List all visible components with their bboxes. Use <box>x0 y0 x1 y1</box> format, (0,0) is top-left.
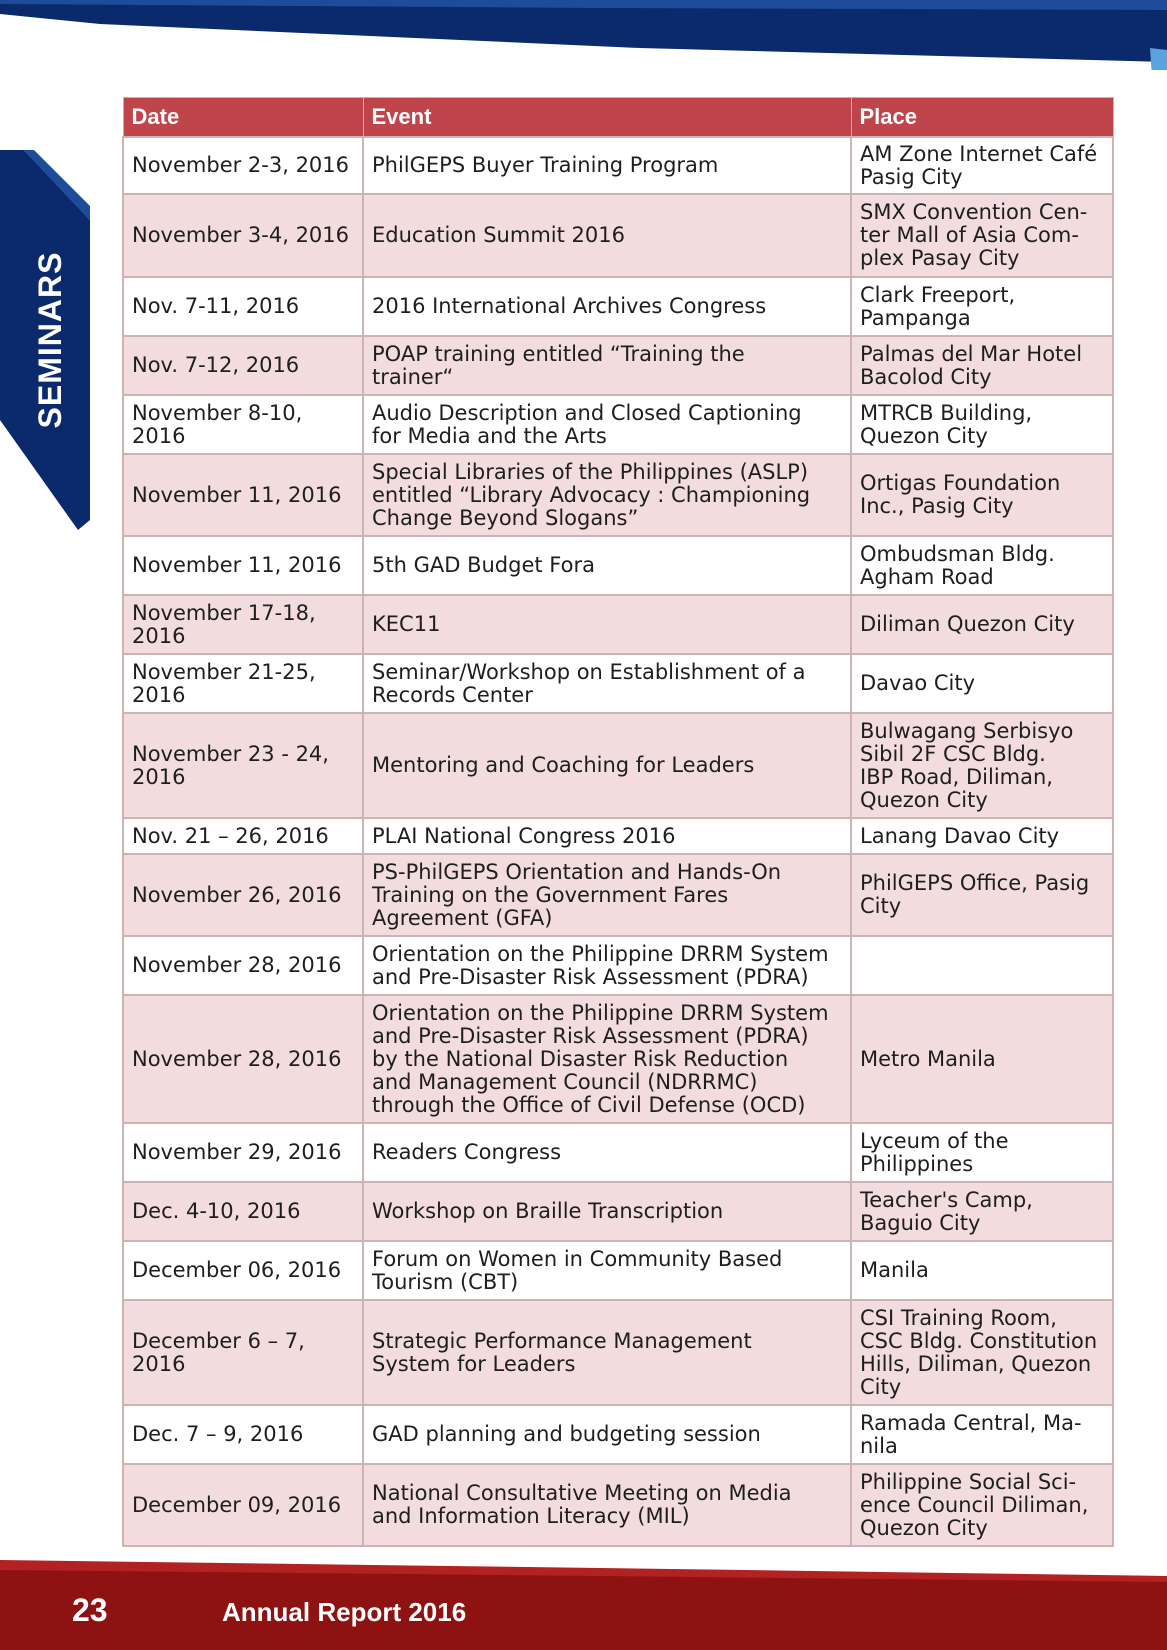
table-row <box>123 936 1113 995</box>
cell-event: Orientation on the Philippine DRRM System and Pre-Disaster Risk Assessment (PDRA) <box>363 936 851 995</box>
cell-event: Audio Description and Closed Captioning for Media and the Arts <box>363 395 851 454</box>
cell-event: National Consultative Meeting on Media and Information Literacy (MIL) <box>363 1464 851 1546</box>
cell-event: PhilGEPS Buyer Training Program <box>363 137 851 194</box>
cell-event: KEC11 <box>363 595 851 654</box>
cell-event: 2016 International Archives Congress <box>363 277 851 336</box>
cell-date: November 28, 2016 <box>123 936 363 995</box>
table-row <box>123 194 1113 277</box>
cell-date: November 2-3, 2016 <box>123 137 363 194</box>
cell-event: GAD planning and budgeting session <box>363 1405 851 1464</box>
table-row <box>123 713 1113 818</box>
cell-date: November 11, 2016 <box>123 454 363 536</box>
cell-date: December 09, 2016 <box>123 1464 363 1546</box>
page-number: 23 <box>72 1592 108 1628</box>
cell-place: Ortigas Foundation Inc., Pasig City <box>851 454 1113 536</box>
top-banner <box>0 0 1167 70</box>
table-row <box>123 654 1113 713</box>
section-label: SEMINARS <box>32 251 68 429</box>
cell-place: SMX Convention Cen- ter Mall of Asia Com- plex Pasay City <box>851 194 1113 277</box>
cell-event: Mentoring and Coaching for Leaders <box>363 713 851 818</box>
cell-date: November 29, 2016 <box>123 1123 363 1182</box>
cell-date: November 17-18, 2016 <box>123 595 363 654</box>
table-row <box>123 854 1113 936</box>
seminars-table-container <box>122 97 1112 1547</box>
table-row <box>123 1182 1113 1241</box>
table-row <box>123 818 1113 854</box>
cell-date: November 23 - 24, 2016 <box>123 713 363 818</box>
cell-date: November 26, 2016 <box>123 854 363 936</box>
table-row <box>123 1464 1113 1546</box>
table-row <box>123 595 1113 654</box>
cell-event: PS-PhilGEPS Orientation and Hands-On Training on the Government Fares Agreement (GFA) <box>363 854 851 936</box>
cell-place: PhilGEPS Office, Pasig City <box>851 854 1113 936</box>
table-row <box>123 395 1113 454</box>
seminars-table <box>122 97 1114 1547</box>
cell-event: 5th GAD Budget Fora <box>363 536 851 595</box>
cell-place: Clark Freeport, Pampanga <box>851 277 1113 336</box>
cell-event: Readers Congress <box>363 1123 851 1182</box>
table-row <box>123 1241 1113 1300</box>
cell-date: Nov. 7-12, 2016 <box>123 336 363 395</box>
cell-place: Ramada Central, Ma- nila <box>851 1405 1113 1464</box>
cell-place: Davao City <box>851 654 1113 713</box>
cell-event: Forum on Women in Community Based Tourism (CBT) <box>363 1241 851 1300</box>
cell-place: Palmas del Mar Hotel Bacolod City <box>851 336 1113 395</box>
cell-date: November 21-25, 2016 <box>123 654 363 713</box>
header-event: Event <box>363 98 851 138</box>
cell-place: CSI Training Room, CSC Bldg. Constitution Hills, Diliman, Quezon City <box>851 1300 1113 1405</box>
cell-event: PLAI National Congress 2016 <box>363 818 851 854</box>
cell-event: POAP training entitled “Training the trainer“ <box>363 336 851 395</box>
cell-date: November 11, 2016 <box>123 536 363 595</box>
cell-place: Metro Manila <box>851 995 1113 1123</box>
table-row <box>123 995 1113 1123</box>
header-date: Date <box>123 98 363 138</box>
table-header-row <box>123 98 1113 138</box>
cell-event: Workshop on Braille Transcription <box>363 1182 851 1241</box>
cell-place: Teacher's Camp, Baguio City <box>851 1182 1113 1241</box>
cell-place <box>851 936 1113 995</box>
table-row <box>123 1123 1113 1182</box>
footer-banner <box>0 1560 1167 1650</box>
table-row <box>123 454 1113 536</box>
cell-date: Dec. 7 – 9, 2016 <box>123 1405 363 1464</box>
cell-date: November 3-4, 2016 <box>123 194 363 277</box>
table-row <box>123 536 1113 595</box>
cell-place: Lanang Davao City <box>851 818 1113 854</box>
cell-event: Education Summit 2016 <box>363 194 851 277</box>
table-row <box>123 137 1113 194</box>
table-row <box>123 277 1113 336</box>
cell-place: Ombudsman Bldg. Agham Road <box>851 536 1113 595</box>
cell-date: Dec. 4-10, 2016 <box>123 1182 363 1241</box>
cell-place: AM Zone Internet Café Pasig City <box>851 137 1113 194</box>
cell-date: December 6 – 7, 2016 <box>123 1300 363 1405</box>
cell-place: Manila <box>851 1241 1113 1300</box>
header-place: Place <box>851 98 1113 138</box>
cell-place: Lyceum of the Philippines <box>851 1123 1113 1182</box>
cell-date: November 8-10, 2016 <box>123 395 363 454</box>
cell-event: Orientation on the Philippine DRRM System and Pre-Disaster Risk Assessment (PDRA) by the National Disaster Risk Reduction and Management Council (NDRRMC) through the Office of Civil Defense (OCD) <box>363 995 851 1123</box>
cell-date: November 28, 2016 <box>123 995 363 1123</box>
table-row <box>123 1405 1113 1464</box>
cell-event: Seminar/Workshop on Establishment of a Records Center <box>363 654 851 713</box>
table-row <box>123 1300 1113 1405</box>
cell-place: MTRCB Building, Quezon City <box>851 395 1113 454</box>
cell-place: Bulwagang Serbisyo Sibil 2F CSC Bldg. IBP Road, Diliman, Quezon City <box>851 713 1113 818</box>
table-row <box>123 336 1113 395</box>
cell-place: Diliman Quezon City <box>851 595 1113 654</box>
report-title: Annual Report 2016 <box>222 1597 467 1627</box>
cell-date: Nov. 21 – 26, 2016 <box>123 818 363 854</box>
cell-event: Special Libraries of the Philippines (ASLP) entitled “Library Advocacy : Championing Change Beyond Slogans” <box>363 454 851 536</box>
cell-place: Philippine Social Sci- ence Council Diliman, Quezon City <box>851 1464 1113 1546</box>
cell-date: Nov. 7-11, 2016 <box>123 277 363 336</box>
cell-date: December 06, 2016 <box>123 1241 363 1300</box>
cell-event: Strategic Performance Management System for Leaders <box>363 1300 851 1405</box>
